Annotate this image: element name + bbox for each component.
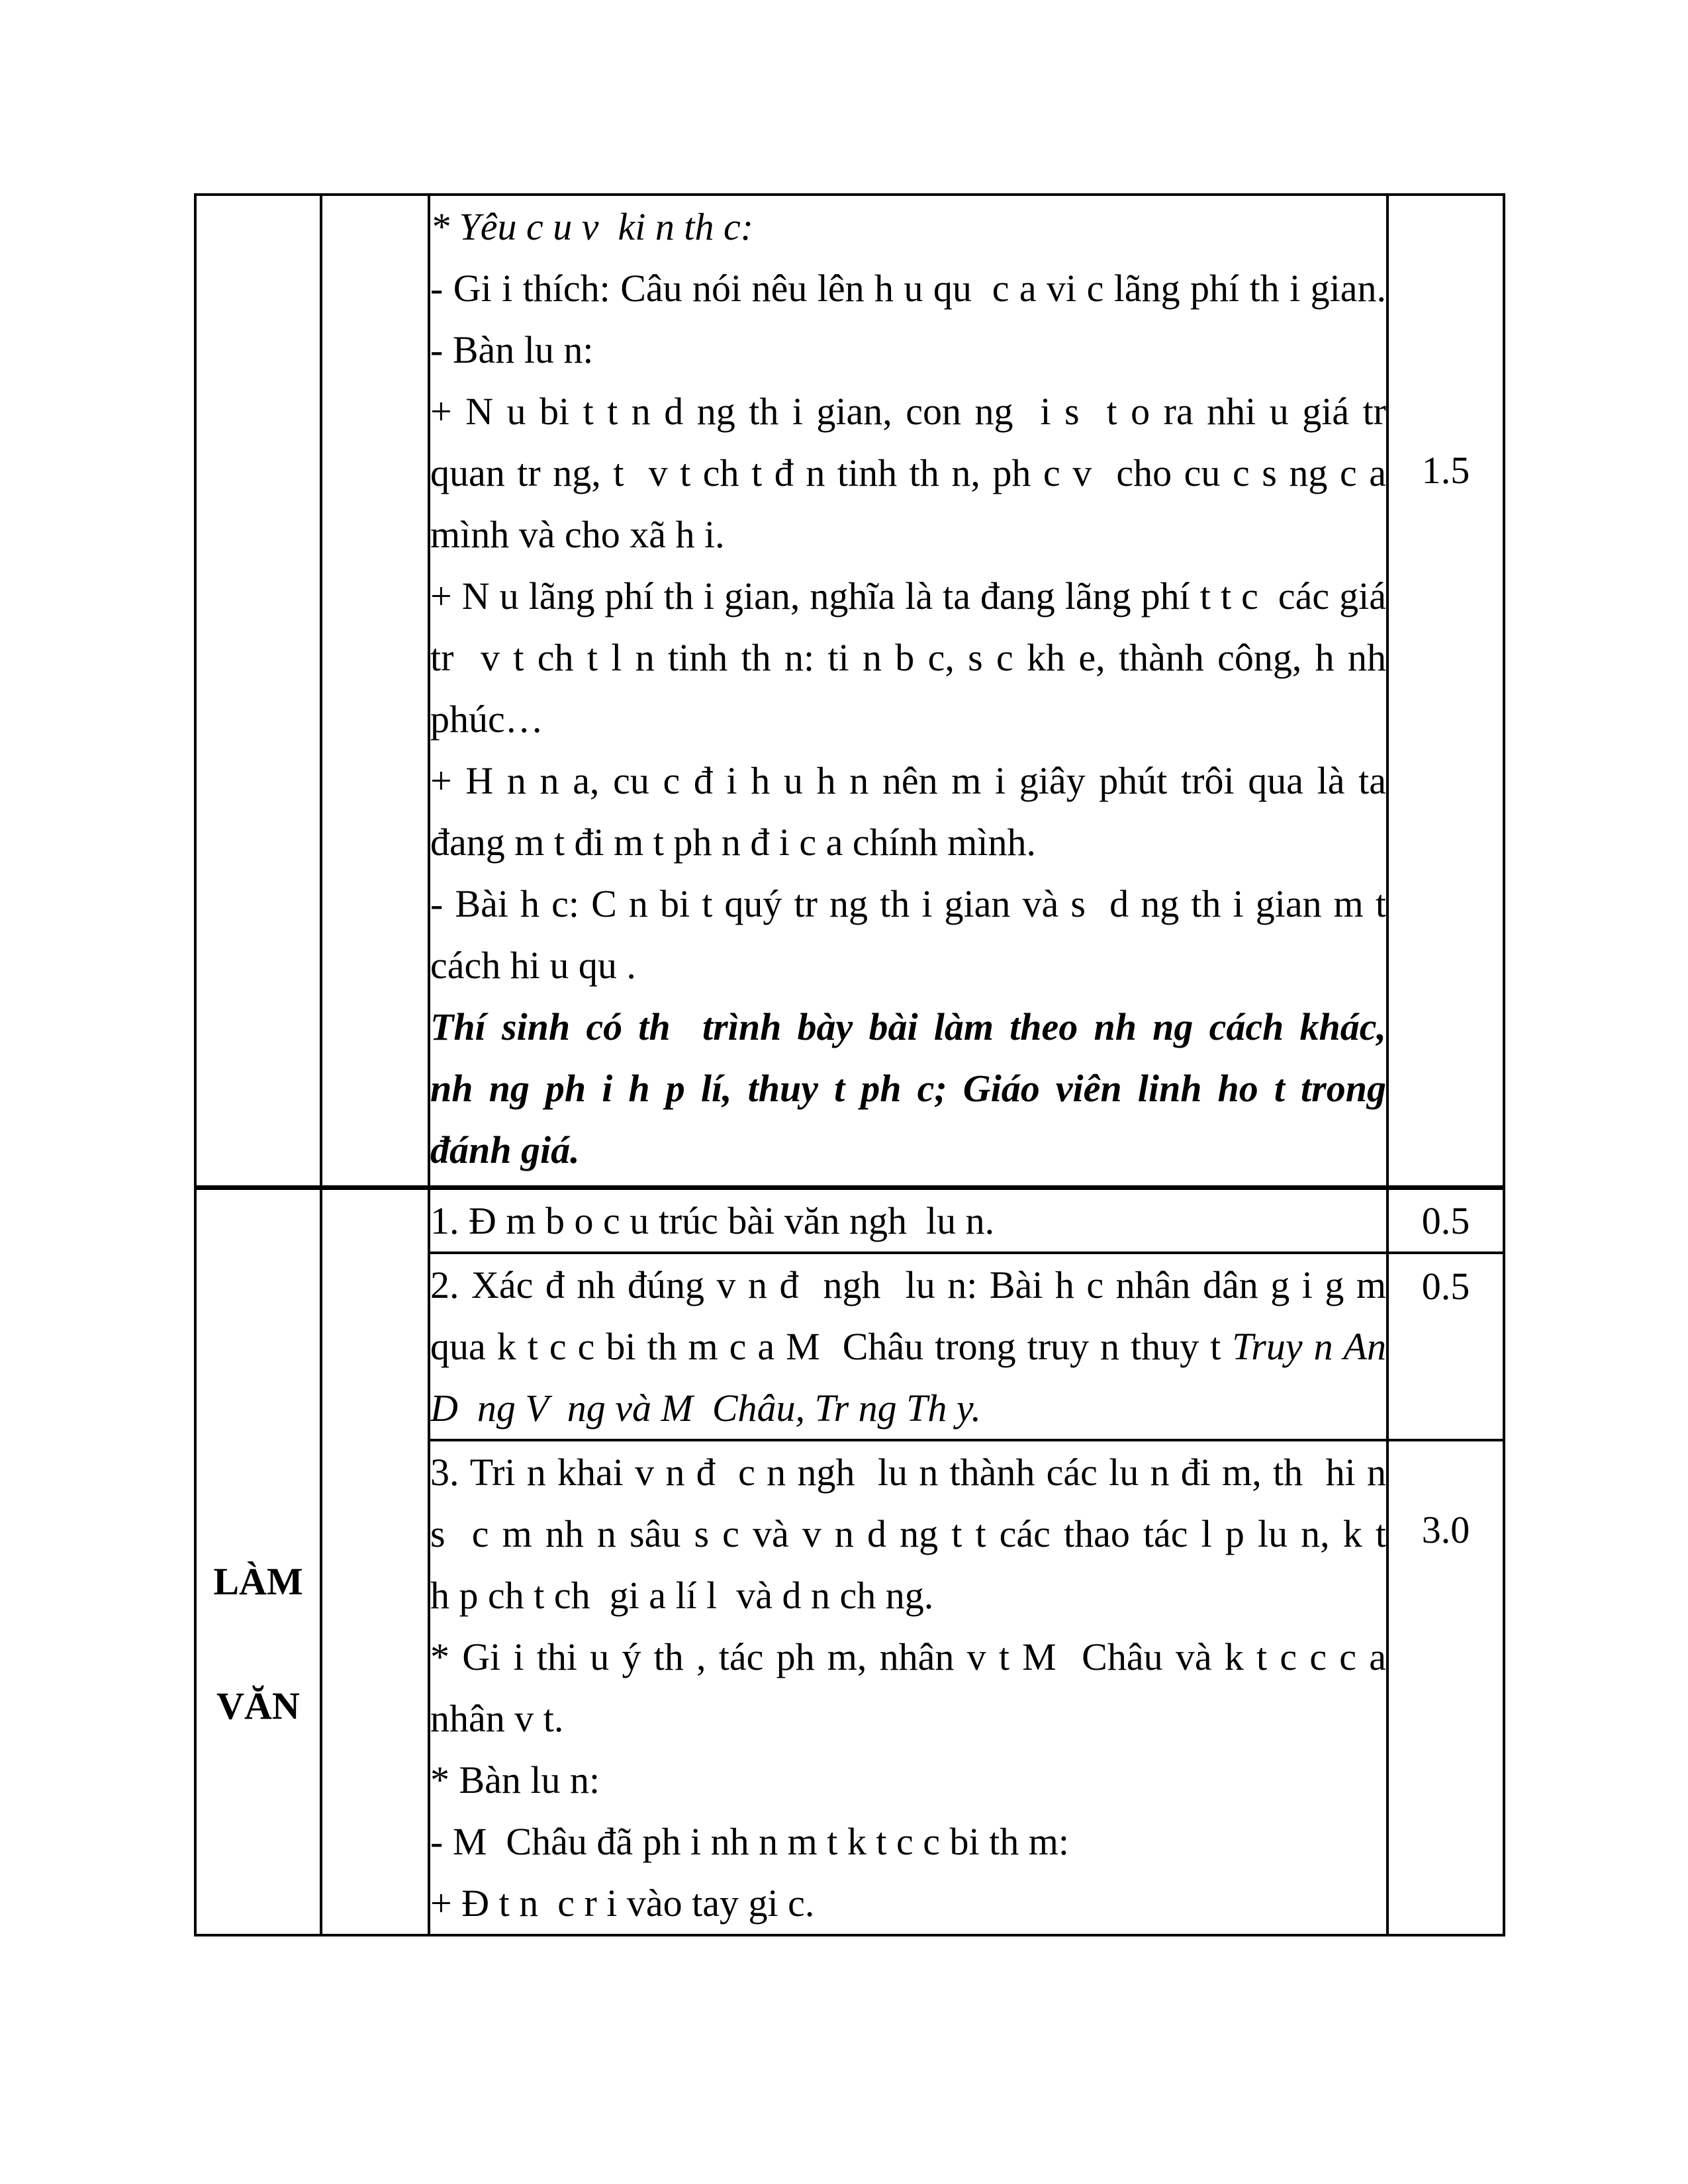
score-cell xyxy=(1387,195,1504,1187)
text-line xyxy=(430,1811,1386,1872)
text-line xyxy=(430,1565,1386,1626)
text-line xyxy=(430,934,1386,996)
text-segment: cách hi u qu . xyxy=(430,944,636,987)
text-segment: * Yêu c u v ki n th c: xyxy=(430,205,754,248)
text-line xyxy=(430,1872,1386,1934)
criteria-cell xyxy=(429,1440,1387,1935)
text-segment: đánh giá. xyxy=(430,1128,580,1171)
score-value: 1.5 xyxy=(1421,449,1470,492)
text-line xyxy=(430,1688,1386,1749)
text-segment: đang m t đi m t ph n đ i c a chính mình. xyxy=(430,821,1037,864)
text-line xyxy=(430,257,1386,319)
text-line xyxy=(430,1316,1386,1377)
section-cell-empty xyxy=(195,195,321,1187)
text-segment: nh ng ph i h p lí, thuy t ph c; Giáo viên linh ho t trong xyxy=(430,1067,1386,1110)
text-line xyxy=(430,873,1386,934)
score-cell xyxy=(1387,1253,1504,1440)
text-segment: quan tr ng, t v t ch t đ n tinh th n, ph c v cho cu c s ng c a xyxy=(430,451,1386,494)
table-row xyxy=(195,1187,1504,1253)
text-line xyxy=(430,688,1386,750)
text-segment: Truy n An xyxy=(1232,1324,1386,1368)
text-line xyxy=(430,565,1386,627)
text-segment: qua k t c c bi th m c a M Châu trong truy n thuy t xyxy=(430,1324,1233,1368)
criteria-cell xyxy=(429,1187,1387,1253)
text-line xyxy=(430,1503,1386,1565)
score-value: 0.5 xyxy=(1421,1199,1470,1242)
text-line xyxy=(430,1058,1386,1119)
text-line xyxy=(430,504,1386,565)
text-segment: nhân v t. xyxy=(430,1696,564,1740)
text-segment: + N u bi t t n d ng th i gian, con ng i s t o ra nhi u giá tr xyxy=(430,390,1386,433)
text-line xyxy=(430,627,1386,688)
text-line xyxy=(430,381,1386,442)
text-segment: phúc… xyxy=(430,698,543,741)
score-cell xyxy=(1387,1440,1504,1935)
score-value: 0.5 xyxy=(1421,1264,1470,1308)
criteria-cell xyxy=(429,195,1387,1187)
text-segment: - M Châu đã ph i nh n m t k t c c bi th m: xyxy=(430,1819,1069,1863)
text-line xyxy=(430,196,1386,257)
text-segment: - Bài h c: C n bi t quý tr ng th i gian và s d ng th i gian m t xyxy=(430,882,1386,925)
text-segment: h p ch t ch gi a lí l và d n ch ng. xyxy=(430,1573,934,1617)
text-line xyxy=(430,996,1386,1058)
text-line xyxy=(430,1377,1386,1439)
text-segment: * Gi i thi u ý th , tác ph m, nhân v t M Châu và k t c c c a xyxy=(430,1635,1386,1678)
text-segment: 1. Đ m b o c u trúc bài văn ngh lu n. xyxy=(430,1199,995,1242)
text-segment: 2. Xác đ nh đúng v n đ ngh lu n: Bài h c nhân dân g i g m xyxy=(430,1263,1386,1306)
text-segment: + N u lãng phí th i gian, nghĩa là ta đang lãng phí t t c các giá xyxy=(430,574,1386,617)
text-segment: mình và cho xã h i. xyxy=(430,513,725,556)
text-segment: 3. Tri n khai v n đ c n ngh lu n thành các lu n đi m, th hi n xyxy=(430,1450,1386,1494)
text-segment: - Bàn lu n: xyxy=(430,328,594,371)
section-label-line1: LÀM xyxy=(213,1559,303,1603)
text-segment: s c m nh n sâu s c và v n d ng t t các thao tác l p lu n, k t xyxy=(430,1512,1386,1555)
text-segment: tr v t ch t l n tinh th n: ti n b c, s c kh e, thành công, h nh xyxy=(430,636,1386,679)
text-line xyxy=(430,1626,1386,1688)
text-segment: + H n n a, cu c đ i h u h n nên m i giây phút trôi qua là ta xyxy=(430,759,1386,802)
text-segment: + Đ t n c r i vào tay gi c. xyxy=(430,1881,815,1925)
section-label-line2: VĂN xyxy=(216,1684,300,1727)
text-line xyxy=(430,1119,1386,1181)
table-row xyxy=(195,195,1504,1187)
text-line xyxy=(430,319,1386,381)
text-line xyxy=(430,442,1386,504)
text-segment: * Bàn lu n: xyxy=(430,1758,600,1801)
text-line xyxy=(430,1254,1386,1316)
text-segment: - Gi i thích: Câu nói nêu lên h u qu c a vi c lãng phí th i gian. xyxy=(430,267,1386,310)
score-cell xyxy=(1387,1187,1504,1253)
text-line xyxy=(430,1441,1386,1503)
text-line xyxy=(430,811,1386,873)
criteria-cell xyxy=(429,1253,1387,1440)
text-line xyxy=(430,1190,1386,1251)
index-cell-empty xyxy=(321,195,429,1187)
grading-rubric-table xyxy=(194,193,1505,1936)
index-cell-empty xyxy=(321,1187,429,1935)
text-line xyxy=(430,1749,1386,1811)
section-cell-lam-van xyxy=(195,1187,321,1935)
text-line xyxy=(430,750,1386,811)
text-segment: D ng V ng và M Châu, Tr ng Th y. xyxy=(430,1386,981,1430)
text-segment: Thí sinh có th trình bày bài làm theo nh ng cách khác, xyxy=(430,1005,1386,1048)
score-value: 3.0 xyxy=(1421,1508,1470,1551)
